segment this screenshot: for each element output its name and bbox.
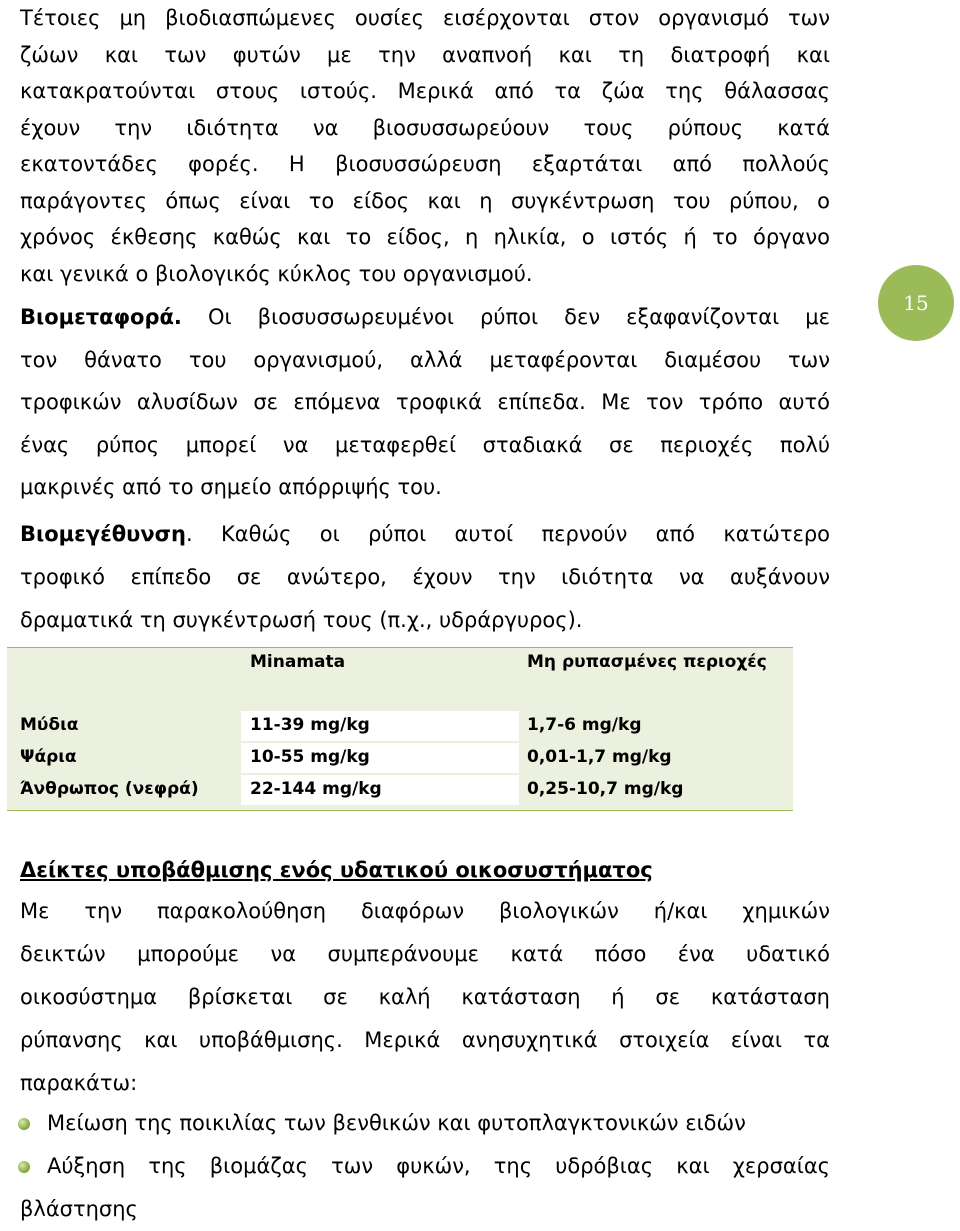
- row-label-fish: Ψάρια: [20, 747, 77, 767]
- cell-minamata-human: 22-144 mg/kg: [250, 779, 382, 799]
- column-header-minamata: Minamata: [250, 652, 346, 672]
- page-number: 15: [903, 291, 929, 315]
- text-run: Οι βιοσυσσωρευμένοι ρύποι δεν εξαφανίζονται με: [181, 305, 830, 329]
- section-heading: Δείκτες υποβάθμισης ενός υδατικού οικοσυστήματος: [20, 858, 653, 882]
- text-line: τροφικό επίπεδο σε ανώτερο, έχουν την ιδιότητα να αυξάνουν: [20, 565, 830, 589]
- text-line: και γενικά ο βιολογικός κύκλος του οργανισμού.: [20, 261, 533, 286]
- text-line: εκατοντάδες φορές. Η βιοσυσσώρευση εξαρτάται από πολλούς: [20, 152, 830, 176]
- green-bullet-icon: [18, 1118, 30, 1130]
- paragraph-bioaccumulation: [20, 0, 830, 292]
- mercury-table: [7, 647, 793, 811]
- list-item: [18, 1102, 830, 1145]
- text-line: οικοσύστημα βρίσκεται σε καλή κατάσταση ή σε κατάσταση: [20, 985, 830, 1009]
- text-line: δεικτών μπορούμε να συμπεράνουμε κατά πόσο ένα υδατικό: [20, 942, 830, 966]
- row-label-mussels: Μύδια: [20, 715, 79, 735]
- text-line: τον θάνατο του οργανισμού, αλλά μεταφέρονται διαμέσου των: [20, 347, 830, 372]
- term-biomagnification: Βιομεγέθυνση: [20, 522, 186, 546]
- cell-minamata-mussels: 11-39 mg/kg: [250, 715, 370, 735]
- text-line: παρακάτω:: [20, 1071, 138, 1095]
- paragraph-biomagnification: [20, 513, 830, 642]
- term-biotransfer: Βιομεταφορά.: [20, 305, 182, 329]
- list-item: [18, 1145, 830, 1231]
- cell-minamata-fish: 10-55 mg/kg: [250, 747, 370, 767]
- text-run: . Καθώς οι ρύποι αυτοί περνούν από κατώτερο: [185, 522, 830, 546]
- list-item-text: βλάστησης: [20, 1197, 138, 1221]
- text-line: [20, 296, 830, 339]
- cell-clean-human: 0,25-10,7 mg/kg: [527, 779, 684, 799]
- green-bullet-icon: [18, 1161, 30, 1173]
- row-label-human-kidneys: Άνθρωπος (νεφρά): [20, 779, 199, 799]
- text-line: [20, 513, 830, 556]
- text-line: ζώων και των φυτών με την αναπνοή και τη διατροφή και: [20, 42, 830, 67]
- text-line: παράγοντες όπως είναι το είδος και η συγκέντρωση του ρύπου, ο: [20, 188, 830, 213]
- text-line: ένας ρύπος μπορεί να μεταφερθεί σταδιακά σε περιοχές πολύ: [20, 432, 830, 457]
- text-line: Με την παρακολούθηση διαφόρων βιολογικών ή/και χημικών: [20, 899, 830, 923]
- list-item-text: Μείωση της ποικιλίας των βενθικών και φυτοπλαγκτονικών ειδών: [47, 1111, 746, 1135]
- cell-clean-fish: 0,01-1,7 mg/kg: [527, 747, 672, 767]
- cell-clean-mussels: 1,7-6 mg/kg: [527, 715, 642, 735]
- text-line: ρύπανσης και υποβάθμισης. Μερικά ανησυχητικά στοιχεία είναι τα: [20, 1028, 830, 1052]
- text-line: δραματικά τη συγκέντρωσή τους (π.χ., υδράργυρος).: [20, 608, 583, 632]
- list-item-text: Αύξηση της βιομάζας των φυκών, της υδρόβιας και χερσαίας: [47, 1154, 830, 1178]
- column-header-clean-areas: Μη ρυπασμένες περιοχές: [527, 652, 767, 672]
- text-line: Τέτοιες μη βιοδιασπώμενες ουσίες εισέρχονται στον οργανισμό των: [20, 6, 830, 30]
- text-line: έχουν την ιδιότητα να βιοσυσσωρεύουν τους ρύπους κατά: [20, 115, 830, 140]
- page-number-badge: [878, 265, 954, 341]
- paragraph-indicators: [20, 890, 830, 1105]
- paragraph-biotransfer: [20, 296, 830, 509]
- text-line: χρόνος έκθεσης καθώς και το είδος, η ηλικία, ο ιστός ή το όργανο: [20, 225, 830, 249]
- text-line: τροφικών αλυσίδων σε επόμενα τροφικά επίπεδα. Με τον τρόπο αυτό: [20, 390, 830, 414]
- text-line: κατακρατούνται στους ιστούς. Μερικά από τα ζώα της θάλασσας: [20, 79, 830, 103]
- text-line: μακρινές από το σημείο απόρριψής του.: [20, 475, 442, 499]
- bullet-list: [18, 1102, 830, 1231]
